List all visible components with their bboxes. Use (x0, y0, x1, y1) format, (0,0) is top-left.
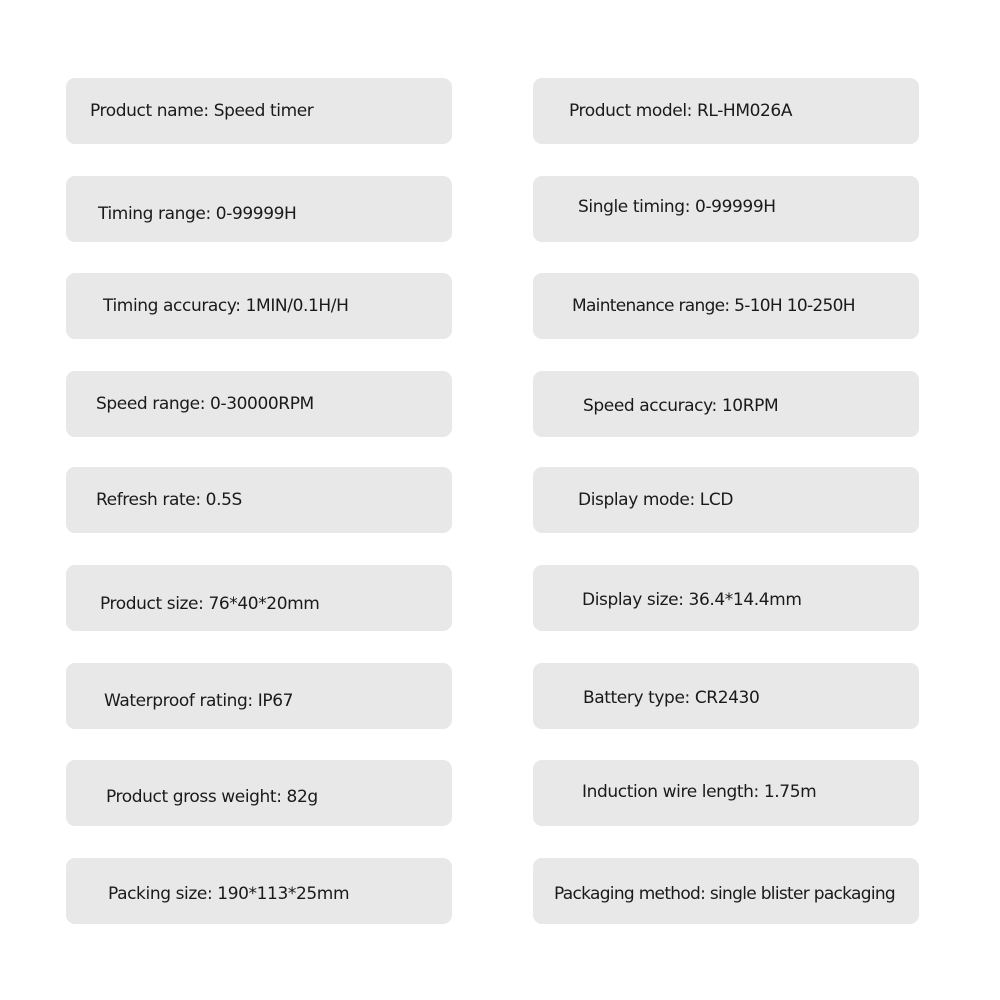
spec-card-speed-range (66, 371, 452, 437)
spec-text: Single timing: 0-99999H (578, 196, 776, 217)
spec-card-product-size (66, 565, 452, 631)
spec-card-refresh-rate (66, 467, 452, 533)
spec-card-display-size (533, 565, 919, 631)
spec-card-speed-accuracy (533, 371, 919, 437)
spec-card-single-timing (533, 176, 919, 242)
spec-card-maintenance-range (533, 273, 919, 339)
spec-text: Timing range: 0-99999H (98, 203, 297, 224)
spec-text: Packing size: 190*113*25mm (108, 883, 350, 904)
spec-text: Display size: 36.4*14.4mm (582, 589, 802, 610)
spec-card-product-name (66, 78, 452, 144)
spec-text: Product model: RL-HM026A (569, 100, 793, 121)
spec-text: Display mode: LCD (578, 489, 734, 510)
spec-text: Timing accuracy: 1MIN/0.1H/H (103, 295, 349, 316)
spec-card-waterproof-rating (66, 663, 452, 729)
spec-card-timing-accuracy (66, 273, 452, 339)
spec-card-packing-size (66, 858, 452, 924)
spec-text: Maintenance range: 5-10H 10-250H (572, 295, 855, 316)
spec-text: Refresh rate: 0.5S (96, 489, 242, 510)
spec-text: Speed accuracy: 10RPM (583, 395, 779, 416)
spec-text: Waterproof rating: IP67 (104, 690, 294, 711)
spec-card-induction-wire-length (533, 760, 919, 826)
spec-card-battery-type (533, 663, 919, 729)
spec-text: Battery type: CR2430 (583, 687, 760, 708)
spec-card-timing-range (66, 176, 452, 242)
spec-text: Product size: 76*40*20mm (100, 593, 320, 614)
spec-card-gross-weight (66, 760, 452, 826)
spec-text: Product gross weight: 82g (106, 786, 318, 807)
spec-card-packaging-method (533, 858, 919, 924)
spec-text: Induction wire length: 1.75m (582, 781, 817, 802)
spec-text: Speed range: 0-30000RPM (96, 393, 314, 414)
spec-card-display-mode (533, 467, 919, 533)
spec-text: Packaging method: single blister packaging (554, 883, 896, 904)
spec-card-product-model (533, 78, 919, 144)
spec-text: Product name: Speed timer (90, 100, 314, 121)
